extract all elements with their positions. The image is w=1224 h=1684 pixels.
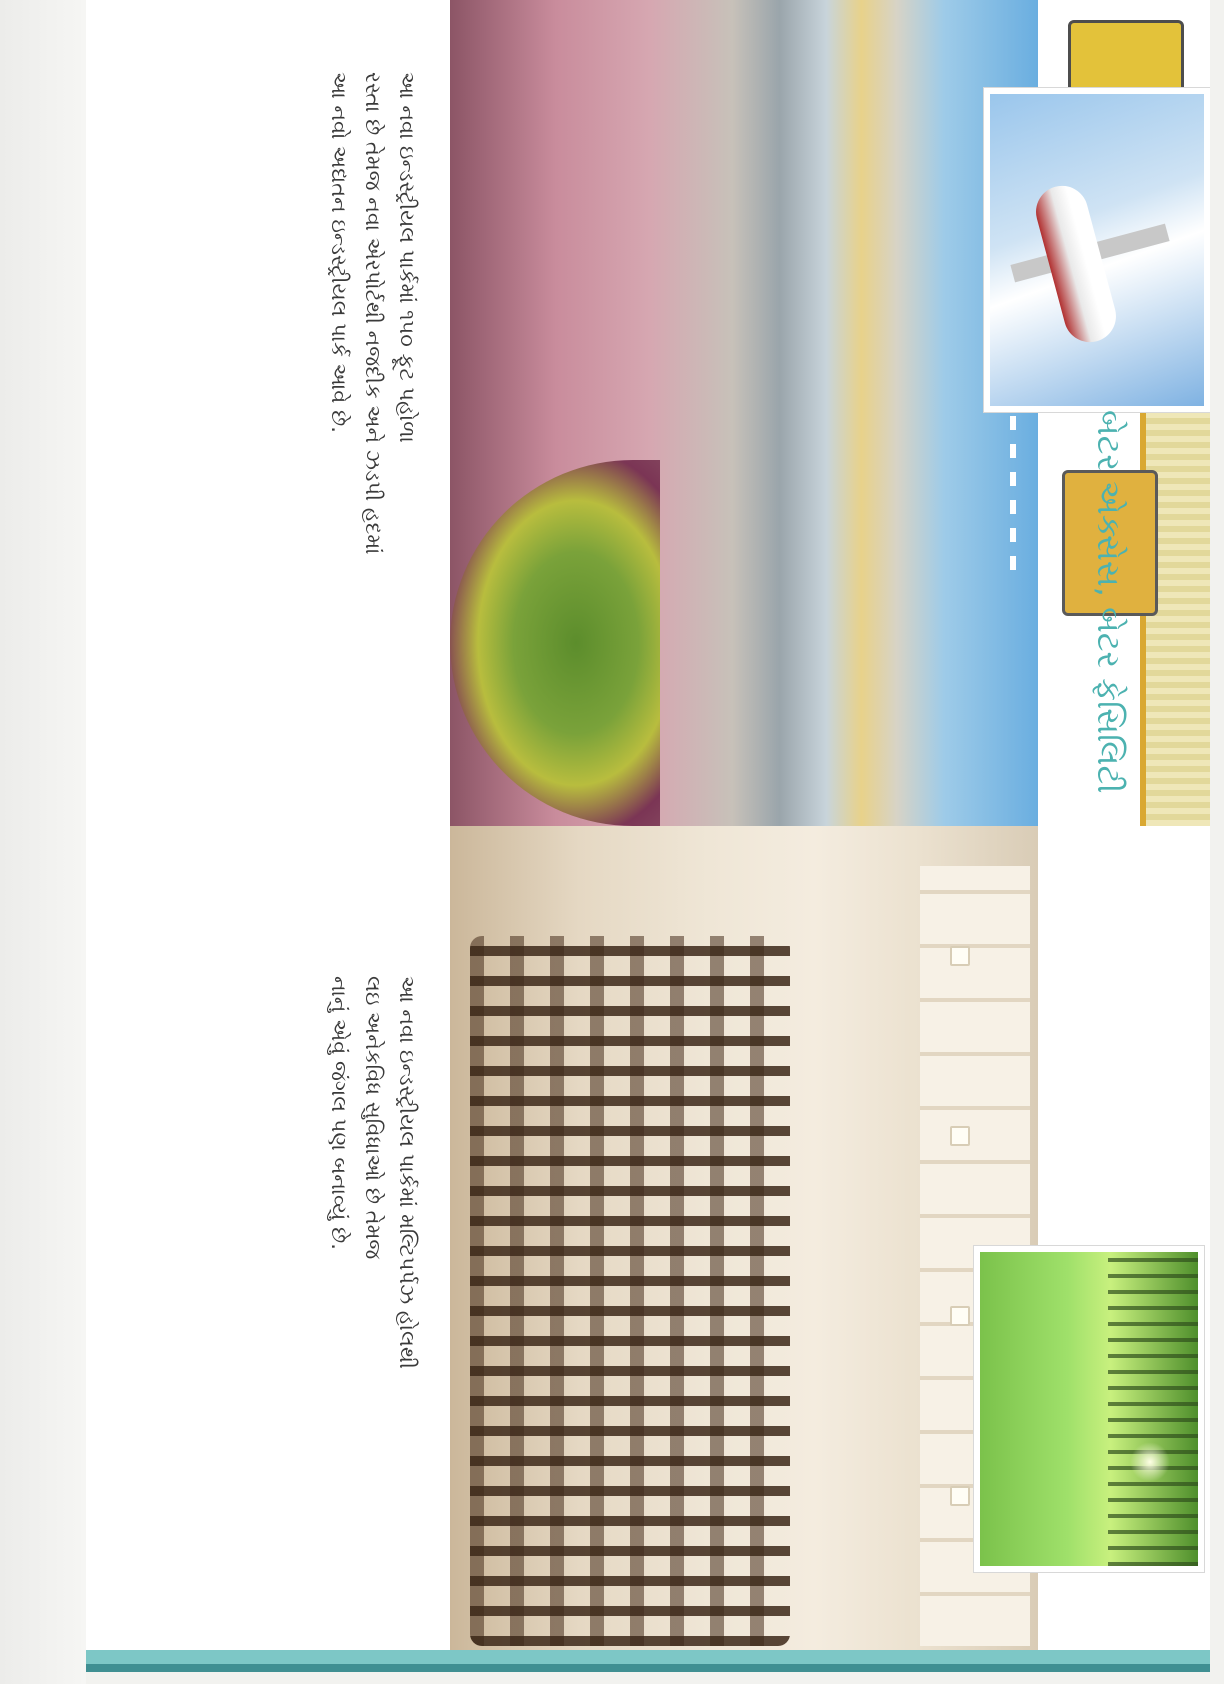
industrial-road-photo bbox=[450, 0, 1038, 826]
ceiling-light bbox=[950, 946, 970, 966]
ceiling-light bbox=[950, 1306, 970, 1326]
forest-photo bbox=[974, 1246, 1204, 1572]
page-heading: બેટર એક્સેસ, બેટર ફેસિલિટી bbox=[1090, 410, 1128, 794]
sunlight bbox=[1130, 1442, 1170, 1482]
hall-caption bbox=[322, 976, 424, 1369]
adjacent-page-edge bbox=[0, 0, 86, 1684]
chair-rows bbox=[470, 936, 790, 1646]
conference-hall-photo bbox=[450, 826, 1038, 1650]
page-edge-stripe bbox=[86, 1650, 1210, 1664]
page-edge-stripe-dark bbox=[86, 1664, 1210, 1672]
airplane-photo bbox=[984, 88, 1210, 412]
caption-line: નાનું એવું જંગલ પણ બનાવ્યું છે. bbox=[327, 976, 351, 1250]
road-caption bbox=[322, 72, 424, 554]
caption-line: આ નવા ઇન્ડસ્ટ્રીયલ પાર્કમાં ૧૫૦ ફૂટ પહોળા bbox=[395, 72, 419, 443]
caption-line: રસ્તા છે તેમજ નવા એરપોર્ટથી નજદીક અને ઝડપી હદમાં bbox=[361, 72, 385, 555]
caption-line: આ નવા ઇન્ડસ્ટ્રીયલ પાર્કમાં મલ્ટિપર્પઝ હોલથી bbox=[395, 976, 419, 1369]
ceiling-light bbox=[950, 1126, 970, 1146]
tree-trunks bbox=[1108, 1252, 1198, 1566]
flowerbed bbox=[450, 460, 660, 826]
ceiling-light bbox=[950, 1486, 970, 1506]
caption-line: લઇ અનેકવિધ સુવિધાઓ છે તેમજ bbox=[361, 976, 385, 1260]
caption-line: આ નવો અદ્યતન ઇન્ડસ્ટ્રીયલ પાર્ક આવે છે. bbox=[327, 72, 351, 433]
brochure-page bbox=[86, 0, 1210, 1658]
